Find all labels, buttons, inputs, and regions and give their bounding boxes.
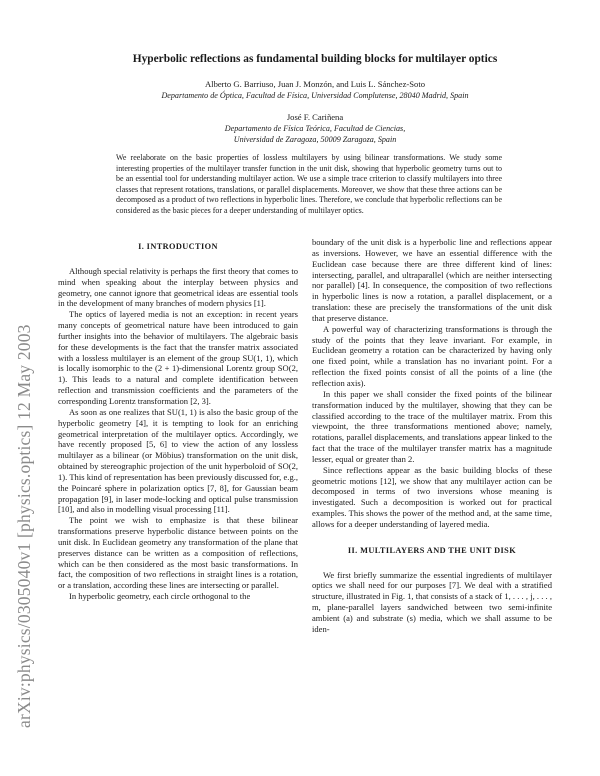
author-list: Alberto G. Barriuso, Juan J. Monzón, and Luis L. Sánchez-Soto	[204, 79, 426, 89]
paper-title: Hyperbolic reflections as fundamental building blocks for multilayer optics	[132, 53, 498, 65]
paragraph: The optics of layered media is not an exception: in recent years many concepts of geometrical nature have been introduced to gain further insights into the behavior of multilayers. The algebraic basis for these developments is the fact that the transfer matrix associated with a lossless multilayer is an element of the group SU(1, 1), which is locally isomorphic to the (2 + 1)-dimensional Lorentz group SO(2, 1). This leads to a natural and complete identification between reflection and transmission coefficients and the parameters of the corresponding Lorentz transformation [2, 3].	[58, 309, 298, 406]
author-2: José F. Cariñena	[286, 112, 344, 122]
affiliation-1: Departamento de Óptica, Facultad de Física, Universidad Complutense, 28040 Madrid, Spain	[161, 91, 469, 100]
affiliation-2-line-1: Departamento de Física Teórica, Facultad de Ciencias,	[224, 124, 406, 133]
paragraph: As soon as one realizes that SU(1, 1) is also the basic group of the hyperbolic geometry [4], it is tempting to look for an enriching geometrical interpretation of the multilayer optics. Accordingly, we have recently proposed [5, 6] to view the action of any lossless multilayer as a bilinear (or Möbius) transformation on the unit disk, obtained by stereographic projection of the unit hyperboloid of SO(2, 1). This kind of representation has been previously discussed for, e.g., the Poincaré sphere in polarization optics [7, 8], for Gaussian beam propagation [9], in laser mode-locking and optical pulse transmission [10], and also in modelling visual processing [11].	[58, 406, 298, 515]
left-column	[58, 240, 298, 602]
affiliation-2-line-2: Universidad de Zaragoza, 50009 Zaragoza, Spain	[233, 134, 397, 144]
section-1-heading: I. INTRODUCTION	[138, 242, 218, 251]
paragraph: boundary of the unit disk is a hyperbolic line and reflections appear as inversions. However, we have an essential difference with the Euclidean case because there are three different kind of lines: intersecting, parallel, and ultraparallel (which are neither intersecting nor parallel) [4]. In consequence, the composition of two reflections in hyperbolic lines is now a rotation, a parallel displacement, or a translation: these are precisely the transformations of the unit disk that preserve distance.	[312, 237, 552, 323]
paragraph: Although special relativity is perhaps the first theory that comes to mind when speaking about the interplay between physics and geometry, one cannot ignore that geometrical ideas are essential tools in the development of many branches of modern physics [1].	[58, 265, 298, 309]
paragraph: The point we wish to emphasize is that these bilinear transformations preserve hyperbolic distance between points on the unit disk. In Euclidean geometry any transformation of the plane that preserves distance can be written as a composition of reflections, which can be then considered as the most basic transformations. In fact, the composition of two reflections in straight lines is a rotation, or a translation, according these lines are intersecting or parallel.	[58, 515, 298, 591]
paragraph: We first briefly summarize the essential ingredients of multilayer optics we shall need for our purposes [7]. We deal with a stratified structure, illustrated in Fig. 1, that consists of a stack of 1, . . . , j, . . . , m, plane-parallel layers sandwiched between two semi-infinite ambient (a) and substrate (s) media, which we shall assume to be iden-	[312, 569, 552, 634]
abstract: We reelaborate on the basic properties of lossless multilayers by using bilinear transformations. We study some interesting properties of the multilayer transfer function in the unit disk, showing that hyperbolic geometry turns out to be an essential tool for understanding multilayer action. We use a simple trace criterion to classify multilayers into three classes that represent rotations, translations, or parallel displacements. Moreover, we show that these three actions can be decomposed as a product of two reflections in hyperbolic lines. Therefore, we conclude that hyperbolic reflections can be considered as the basic pieces for a deeper understanding of multilayer optics.	[116, 153, 502, 215]
affiliation-2	[70, 124, 560, 145]
section-2-heading: II. MULTILAYERS AND THE UNIT DISK	[347, 545, 517, 555]
right-column	[312, 237, 552, 635]
arxiv-identifier-stamp: arXiv:physics/0305040v1 [physics.optics] 12 May 2003	[14, 324, 34, 728]
paragraph: A powerful way of characterizing transformations is through the study of the points that they leave invariant. For example, in Euclidean geometry a rotation can be characterized by having only one fixed point, while a translation has no invariant point. For a reflection the fixed points consist of all the points of a line (the reflection axis).	[312, 323, 552, 388]
paragraph: In this paper we shall consider the fixed points of the bilinear transformation induced by the multilayer, showing that they can be classified according to the trace of the multilayer matrix. From this viewpoint, the three transformations mentioned above; namely, rotations, parallel displacements, and translations appear linked to the fact that the trace of the multilayer transfer matrix has a magnitude lesser, equal or greater than 2.	[312, 388, 552, 464]
paragraph: Since reflections appear as the basic building blocks of these geometric motions [12], we show that any multilayer action can be decomposed in terms of two inversions whose meaning is investigated. Such a decomposition is worked out for practical examples. This shows the power of the method and, at the same time, allows for a deeper understanding of layered media.	[312, 464, 552, 529]
paragraph: In hyperbolic geometry, each circle orthogonal to the	[69, 591, 251, 602]
